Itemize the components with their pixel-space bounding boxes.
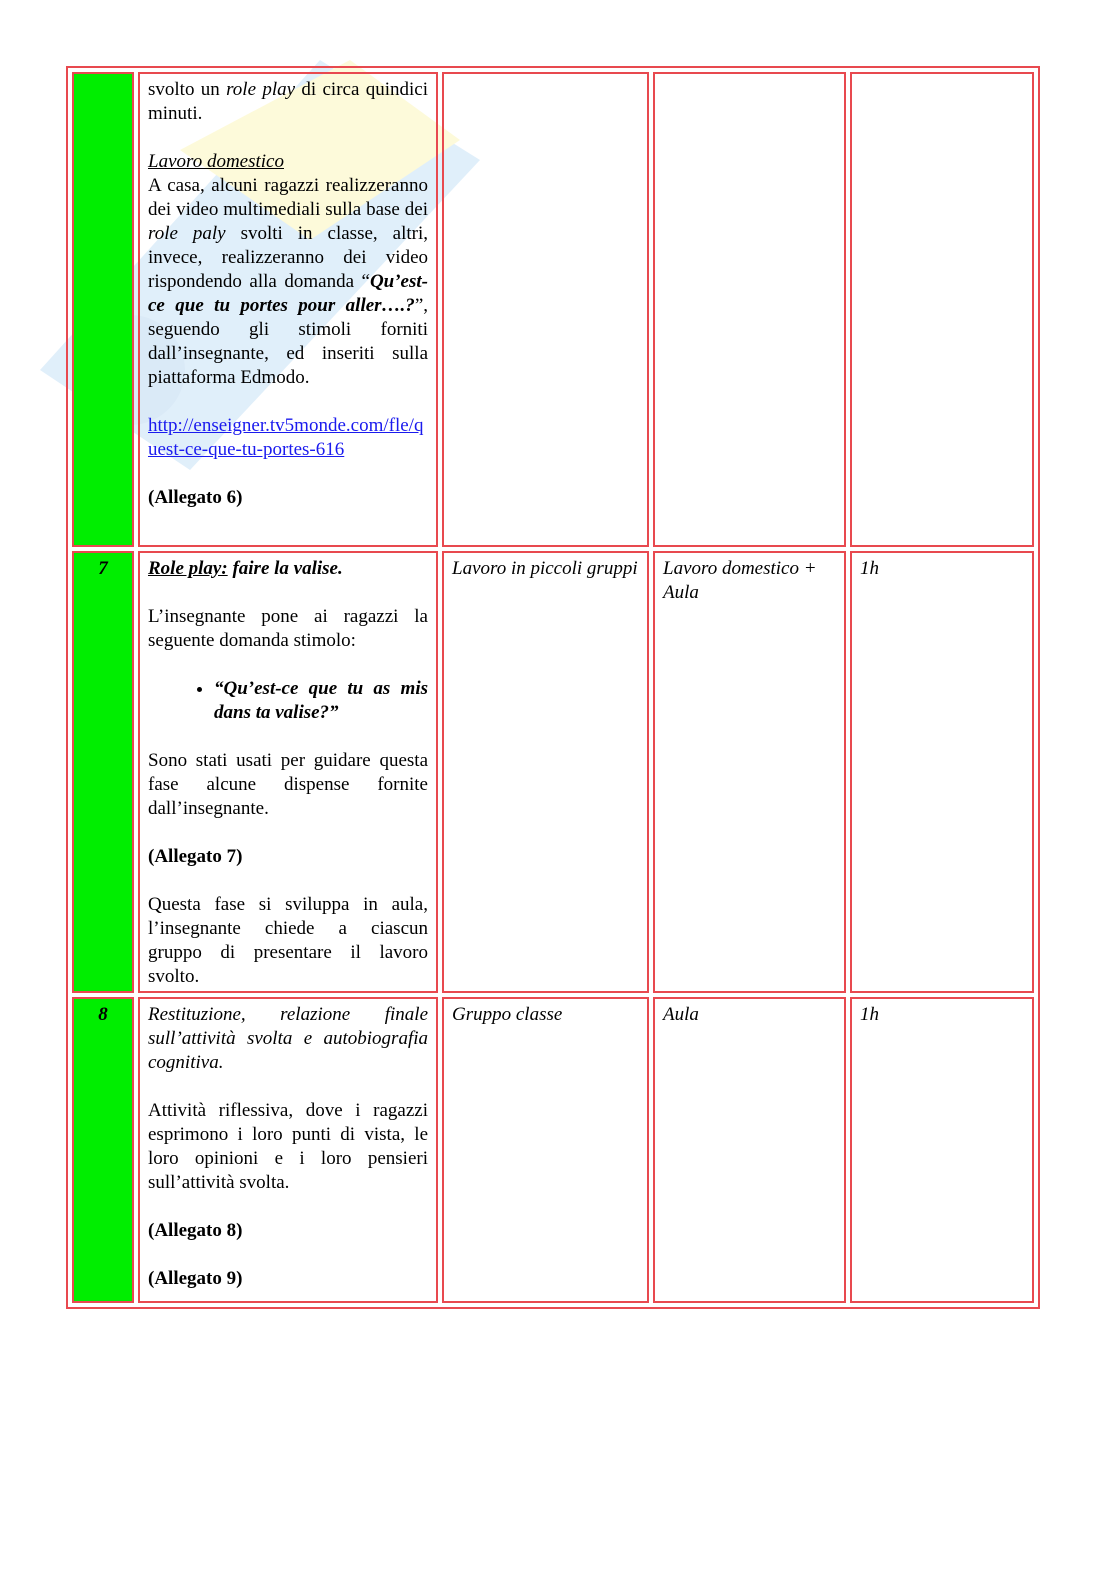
- attachment-label: (Allegato 7): [148, 846, 243, 867]
- text: svolto un: [148, 79, 227, 100]
- phase-number-cell: [72, 72, 134, 547]
- table-row: [72, 72, 1034, 547]
- text-italic: role paly: [148, 223, 226, 244]
- text: Attività riflessiva, dove i ragazzi esprimono i loro punti di vista, le loro opinioni e i loro pensieri sull’attività svolta.: [148, 1100, 428, 1193]
- phase-title: Restituzione, relazione finale sull’attività svolta e autobiografia cognitiva.: [148, 1004, 428, 1073]
- text: L’insegnante pone ai ragazzi la seguente domanda stimolo:: [148, 606, 428, 651]
- question-item: • “Qu’est-ce que tu as mis dans ta valise?”: [214, 677, 428, 725]
- table-row: [72, 997, 1034, 1303]
- place-cell: Lavoro domestico + Aula: [653, 551, 846, 993]
- phase-title: faire la valise.: [227, 558, 343, 579]
- section-heading: Lavoro domestico: [148, 151, 284, 172]
- time-cell: [850, 72, 1034, 547]
- table-row: [72, 551, 1034, 993]
- text: Sono stati usati per guidare questa fase alcune dispense fornite dall’insegnante.: [148, 750, 428, 819]
- phase-description-cell: [138, 997, 438, 1303]
- question-text: Qu’est-ce que tu portes pour aller….?: [148, 271, 428, 316]
- attachment-label: (Allegato 8): [148, 1220, 243, 1241]
- phase-title-underlined: Role play:: [148, 558, 228, 579]
- text: di circa quindici minuti.: [148, 79, 428, 124]
- phase-number-cell: 7: [72, 551, 134, 993]
- phase-description-cell: [138, 72, 438, 547]
- text-italic: role play: [226, 79, 296, 100]
- lesson-plan-table: [66, 66, 1040, 1309]
- modality-cell: [442, 72, 649, 547]
- modality-cell: Gruppo classe: [442, 997, 649, 1303]
- resource-link[interactable]: http://enseigner.tv5monde.com/fle/quest-ce-que-tu-portes-616: [148, 415, 424, 460]
- time-cell: 1h: [850, 997, 1034, 1303]
- text: svolti in classe, altri, invece, realizzeranno dei video rispondendo alla domanda “: [148, 223, 428, 292]
- text: ”, seguendo gli stimoli forniti dall’insegnante, ed inseriti sulla piattaforma Edmodo.: [148, 295, 428, 388]
- attachment-label: (Allegato 6): [148, 487, 243, 508]
- time-cell: 1h: [850, 551, 1034, 993]
- modality-cell: Lavoro in piccoli gruppi: [442, 551, 649, 993]
- attachment-label: (Allegato 9): [148, 1268, 243, 1289]
- place-cell: Aula: [653, 997, 846, 1303]
- text: Questa fase si sviluppa in aula, l’insegnante chiede a ciascun gruppo di presentare il lavoro svolto.: [148, 894, 428, 987]
- phase-number-cell: 8: [72, 997, 134, 1303]
- phase-description-cell: [138, 551, 438, 993]
- place-cell: [653, 72, 846, 547]
- text: A casa, alcuni ragazzi realizzeranno dei video multimediali sulla base dei: [148, 175, 428, 220]
- question-list: [148, 677, 428, 725]
